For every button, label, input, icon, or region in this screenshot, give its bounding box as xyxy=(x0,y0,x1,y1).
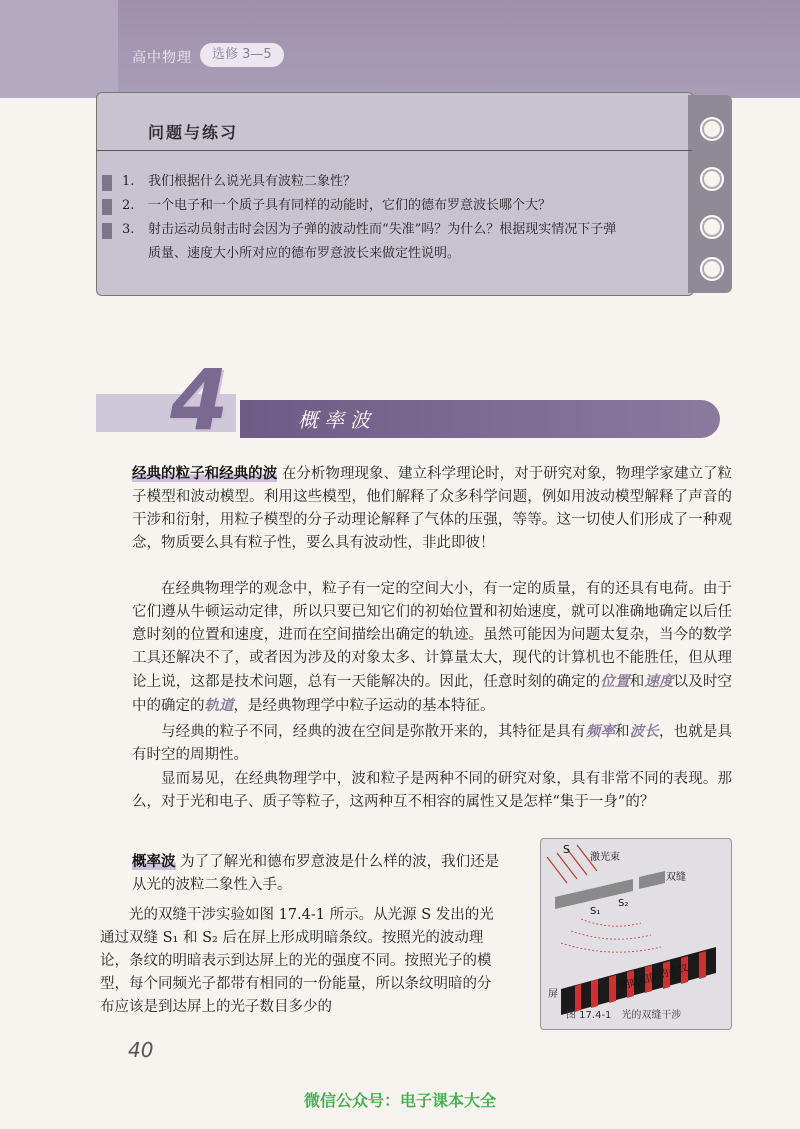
figure-label-slits: 双缝 xyxy=(666,872,686,883)
binder-ring-icon xyxy=(700,257,724,281)
figure-label-beam: 激光束 xyxy=(590,852,620,863)
term-frequency: 频率 xyxy=(585,723,615,740)
paragraph-text: 在分析物理现象、建立科学理论时，对于研究对象，物理学家建立了粒子模型和波动模型。利用这些模型，他们解释了众多科学问题，例如用波动模型解释了声音的干涉和衍射，用粒子模型的分子动理论解释了气体的压强，等等。这一切使人们形成了一种观念，物质要么具有粒子性，要么具有波动性，非此即彼！ xyxy=(132,466,733,551)
item-number: 3. xyxy=(122,222,135,237)
header-band xyxy=(0,0,800,98)
exercise-item-3-line-2: 质量、速度大小所对应的德布罗意波长来做定性说明。 xyxy=(148,246,461,261)
paragraph-particle xyxy=(132,578,732,718)
paragraph-question: 显而易见，在经典物理学中，波和粒子是两种不同的研究对象，具有非常不同的表现。那么，对于光和电子、质子等粒子，这两种互不相容的属性又是怎样“集于一身”的？ xyxy=(132,771,732,810)
watermark: 微信公众号：电子课本大全 xyxy=(303,1091,496,1110)
figure-caption: 图 17.4-1 光的双缝干涉 xyxy=(566,1010,682,1021)
paragraph-text: 以及时空中的确定的 xyxy=(132,674,733,714)
item-marker xyxy=(102,175,112,191)
exercise-item-3 xyxy=(122,218,616,242)
term-trajectory: 轨道 xyxy=(204,697,234,714)
figure-label-source: S xyxy=(563,843,570,856)
binder-ring-icon xyxy=(700,167,724,191)
exercise-binder-strip xyxy=(688,95,732,293)
term-wavelength: 波长 xyxy=(629,723,659,740)
paragraph-keyword: 经典的粒子和经典的波 xyxy=(132,465,278,482)
binder-ring-icon xyxy=(700,215,724,239)
paragraph-text: ，也就是具有时空的周期性。 xyxy=(132,724,733,763)
paragraph-keyword: 概率波 xyxy=(132,853,176,870)
exercise-item-2 xyxy=(122,194,551,218)
exercise-divider xyxy=(96,150,692,151)
figure-label-s1: S₁ xyxy=(590,906,601,917)
double-slit-diagram xyxy=(541,839,731,1029)
paragraph-text: 在经典物理学的观念中，粒子有一定的空间大小，有一定的质量，有的还具有电荷。由于它们遵从牛顿运动定律，所以只要已知它们的初始位置和初始速度，就可以准确地确定以后任意时刻的位置和速度，进而在空间描绘出确定的轨迹。虽然可能因为问题太复杂，当今的数学工具还解决不了，或者因为涉及的对象太多、计算量太大，现代的计算机也不能胜任，但从理论上说，这都是技术问题，总有一天能解决的。因此，任意时刻的确定的 xyxy=(132,581,732,690)
header-volume-tag: 选修 3—5 xyxy=(200,43,284,67)
item-text: 射击运动员射击时会因为子弹的波动性而“失准”吗？为什么？根据现实情况下子弹 xyxy=(148,222,617,237)
figure-label-fringes: 明暗相间的条纹 xyxy=(619,962,690,993)
paragraph-text: 与经典的粒子不同，经典的波在空间是弥散开来的，其特征是具有 xyxy=(161,724,586,740)
paragraph-text: 为了了解光和德布罗意波是什么样的波，我们还是从光的波粒二象性入手。 xyxy=(132,854,500,893)
binder-ring-icon xyxy=(700,117,724,141)
page-number: 40 xyxy=(128,1038,154,1062)
item-text: 一个电子和一个质子具有同样的动能时，它们的德布罗意波长哪个大？ xyxy=(148,198,552,213)
header-subject: 高中物理 xyxy=(132,50,192,66)
paragraph-classical xyxy=(132,462,732,555)
exercise-item-1 xyxy=(122,170,356,194)
item-marker xyxy=(102,199,112,215)
paragraph-probability-wave xyxy=(132,850,502,897)
term-position: 位置 xyxy=(600,673,630,690)
figure-label-screen: 屏 xyxy=(548,989,558,1000)
paragraph-text: 和 xyxy=(615,724,630,740)
paragraph-double-slit: 光的双缝干涉实验如图 17.4-1 所示。从光源 S 发出的光通过双缝 S₁ 和 S₂ 后在屏上形成明暗条纹。按照光的波动理论，条纹的明暗表示到达屏上的光的强度不同。按照光子的模型，每个同频光子都带有相同的一份能量，所以条纹明暗的分布应该是到达屏上的光子数目多少的 xyxy=(100,907,494,1015)
paragraph-wave xyxy=(132,720,732,767)
paragraph-text: 和 xyxy=(629,674,645,690)
header-left-block xyxy=(0,0,118,98)
item-number: 1. xyxy=(122,174,135,189)
section-title: 概率波 xyxy=(298,408,376,432)
item-number: 2. xyxy=(122,198,135,213)
figure-label-s2: S₂ xyxy=(618,898,629,909)
item-text: 我们根据什么说光具有波粒二象性？ xyxy=(148,174,357,189)
exercise-title: 问题与练习 xyxy=(148,123,239,142)
figure-double-slit xyxy=(540,838,732,1030)
item-marker xyxy=(102,223,112,239)
section-number: 4 xyxy=(170,351,227,449)
paragraph-text: ，是经典物理学中粒子运动的基本特征。 xyxy=(233,698,495,714)
term-velocity: 速度 xyxy=(644,673,674,690)
